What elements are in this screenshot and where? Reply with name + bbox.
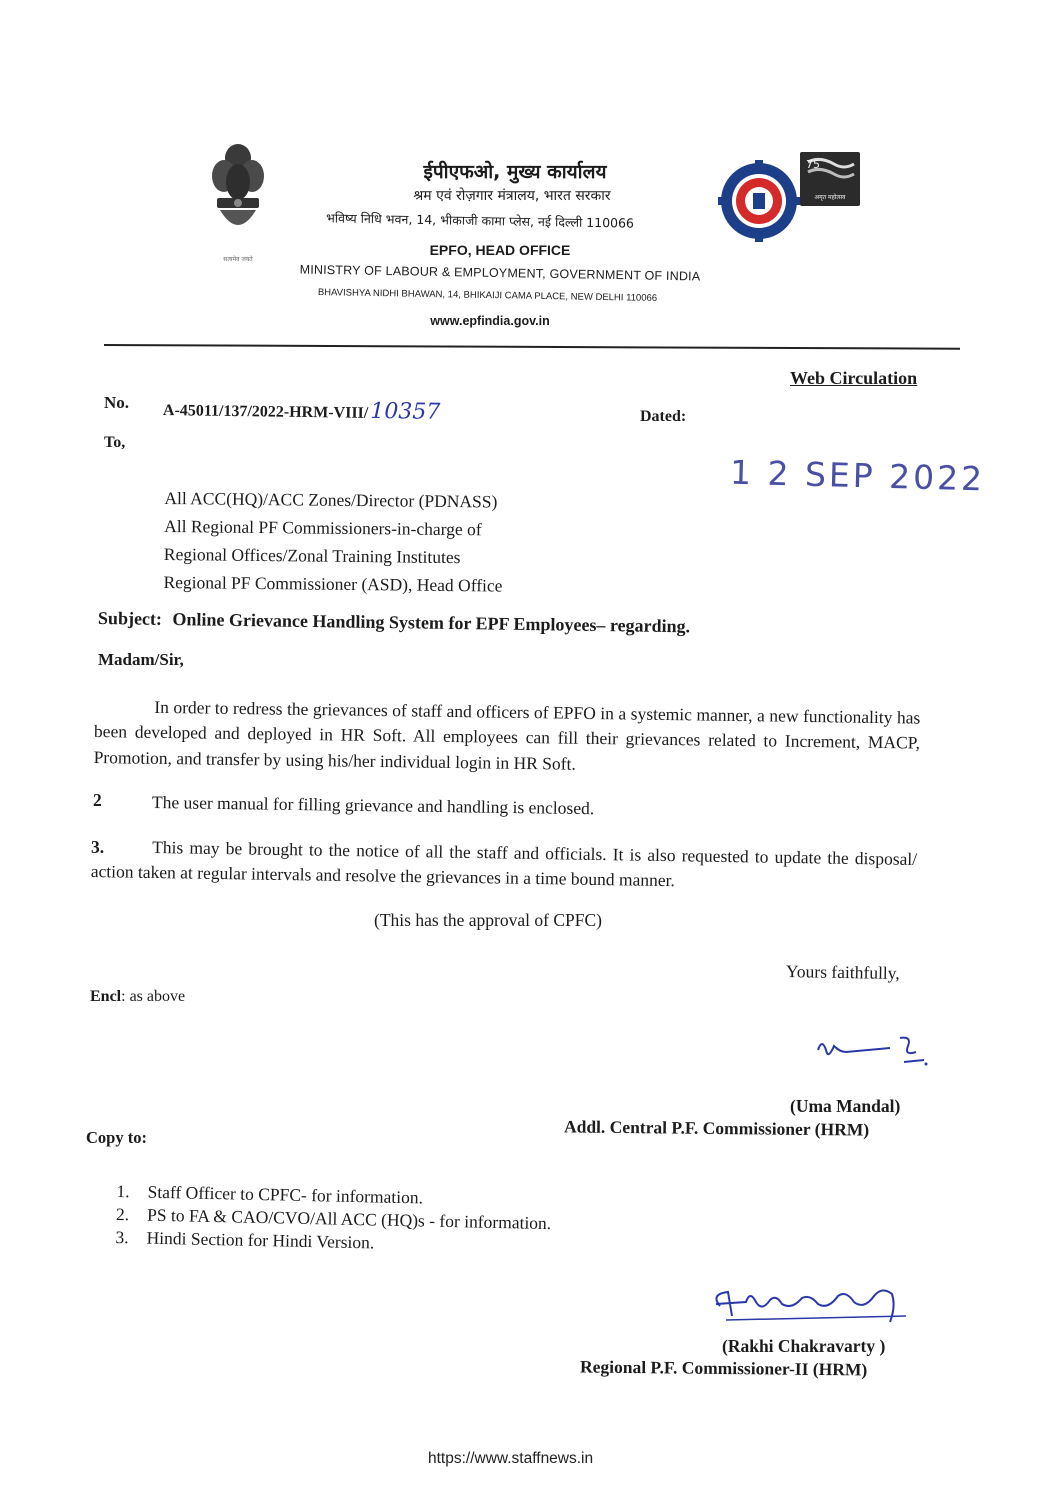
subject-label: Subject: bbox=[97, 608, 163, 629]
encl-text: : as above bbox=[121, 988, 186, 1005]
approval-note: (This has the approval of CPFC) bbox=[374, 910, 602, 930]
signature-rakhi-chakravarty bbox=[706, 1276, 922, 1335]
ref-number-text: A-45011/137/2022-HRM-VIII/ bbox=[162, 402, 369, 422]
footer-url[interactable]: https://www.staffnews.in bbox=[428, 1450, 594, 1467]
paragraph-3-number: 3. bbox=[91, 837, 105, 857]
ref-handwritten-suffix: 10357 bbox=[370, 398, 441, 425]
to-label: To, bbox=[104, 434, 126, 451]
list-item-text: Hindi Section for Hindi Version. bbox=[146, 1227, 375, 1253]
enclosure bbox=[90, 988, 185, 1006]
web-circulation-label: Web Circulation bbox=[790, 368, 918, 388]
subject-line bbox=[98, 608, 690, 637]
header-address: BHAVISHYA NIDHI BHAWAN, 14, BHIKAIJI CAMA PLACE, NEW DELHI 110066 bbox=[317, 287, 658, 304]
header-office: EPFO, HEAD OFFICE bbox=[429, 242, 571, 258]
encl-label: Encl bbox=[90, 988, 122, 1005]
header-hindi-office: ईपीएफओ, मुख्य कार्यालय bbox=[423, 161, 607, 183]
signatory-1-title: Addl. Central P.F. Commissioner (HRM) bbox=[563, 1116, 870, 1140]
azadi-ka-amrit-mahotsav-logo bbox=[800, 152, 860, 206]
paragraph-2-number: 2 bbox=[93, 790, 102, 810]
date-stamp: 1 2 SEP 2022 bbox=[729, 452, 986, 499]
list-item-text: PS to FA & CAO/CVO/All ACC (HQ)s - for information. bbox=[146, 1204, 552, 1234]
dated-label: Dated: bbox=[640, 408, 687, 425]
ref-no-label: No. bbox=[104, 393, 130, 412]
azadi-logo-text: अमृत महोत्सव bbox=[814, 194, 846, 201]
addressee-line: All Regional PF Commissioners-in-charge of bbox=[164, 516, 482, 540]
list-item-number: 3. bbox=[115, 1226, 129, 1248]
signature-mark-icon bbox=[812, 1030, 932, 1074]
emblem-caption: सत्यमेव जयते bbox=[223, 256, 253, 263]
epfo-gear-icon bbox=[718, 160, 800, 242]
paragraph-1: In order to redress the grievances of staff and officers of EPFO in a systemic manner, a new functionality has been developed and deployed in HR Soft. All employees can fill their grievances related to Increment, MACP, Promotion, and transfer by using his/her individual login in HR Soft. bbox=[93, 696, 921, 774]
addressee-line: Regional PF Commissioner (ASD), Head Office bbox=[163, 571, 503, 596]
paragraph-2: The user manual for filling grievance and handling is enclosed. bbox=[151, 792, 595, 819]
azadi-flag-icon bbox=[800, 152, 860, 188]
copy-to-label: Copy to: bbox=[86, 1128, 147, 1147]
header-hindi-ministry: श्रम एवं रोज़गार मंत्रालय, भारत सरकार bbox=[413, 188, 611, 204]
signatory-1-name: (Uma Mandal) bbox=[790, 1096, 901, 1116]
header-divider bbox=[104, 344, 960, 350]
list-item-number: 2. bbox=[115, 1204, 130, 1225]
svg-text:75: 75 bbox=[806, 158, 820, 171]
signature-mark-icon bbox=[706, 1276, 922, 1330]
list-item-text: Staff Officer to CPFC- for information. bbox=[147, 1181, 424, 1208]
closing: Yours faithfully, bbox=[785, 961, 900, 983]
ashoka-emblem-icon bbox=[208, 140, 268, 246]
signature-uma-mandal bbox=[812, 1030, 932, 1079]
national-emblem bbox=[208, 140, 268, 262]
epfo-logo bbox=[718, 160, 800, 242]
addressee-line: All ACC(HQ)/ACC Zones/Director (PDNASS) bbox=[164, 488, 498, 512]
header-hindi-address: भविष्य निधि भवन, 14, भीकाजी कामा प्लेस, नई दिल्ली 110066 bbox=[325, 210, 635, 231]
paragraph-3: This may be brought to the notice of all the staff and officials. It is also requested to update the disposal/ action taken at regular intervals and resolve the grievances in a time bound manner. bbox=[90, 836, 918, 891]
ref-number bbox=[163, 396, 441, 425]
signatory-2-title: Regional P.F. Commissioner-II (HRM) bbox=[579, 1356, 868, 1380]
copy-to-list bbox=[115, 1180, 552, 1258]
salutation: Madam/Sir, bbox=[98, 650, 184, 669]
addressee-line: Regional Offices/Zonal Training Institutes bbox=[163, 543, 461, 568]
subject-text: Online Grievance Handling System for EPF Employees– regarding. bbox=[172, 609, 691, 637]
addressee-block bbox=[163, 484, 503, 600]
header-ministry: MINISTRY OF LABOUR & EMPLOYMENT, GOVERNMENT OF INDIA bbox=[299, 262, 701, 284]
list-item-number: 1. bbox=[116, 1181, 130, 1202]
header-website: www.epfindia.gov.in bbox=[430, 314, 550, 328]
signatory-2-name: (Rakhi Chakravarty ) bbox=[722, 1336, 886, 1356]
